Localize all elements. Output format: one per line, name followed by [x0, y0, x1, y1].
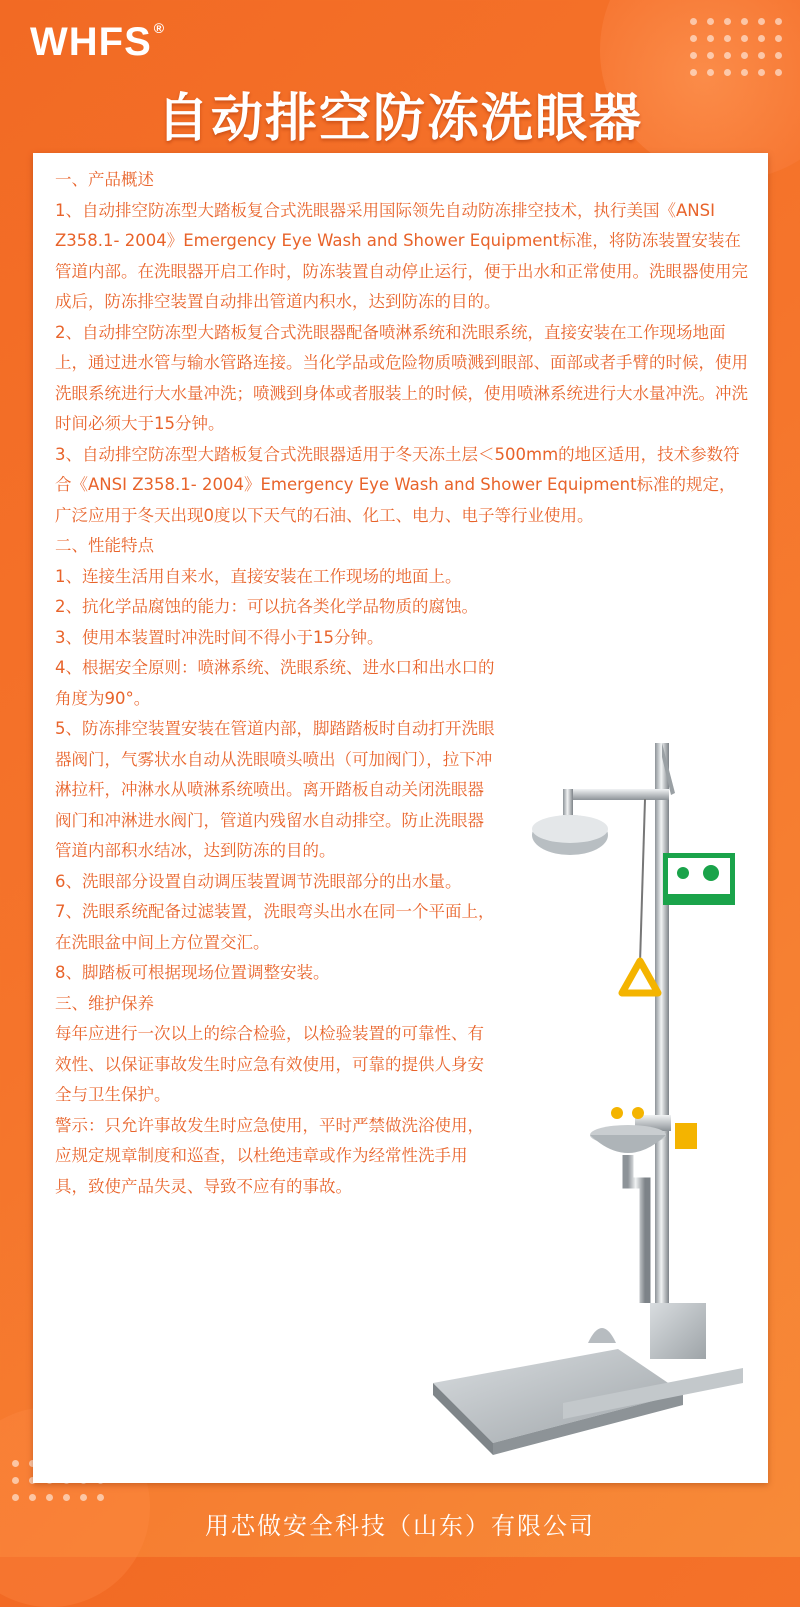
section-heading: 一、产品概述 — [55, 170, 154, 189]
safety-sign-icon — [663, 853, 735, 905]
paragraph: 每年应进行一次以上的综合检验，以检验装置的可靠性、有效性、以保证事故发生时应急有效使用，可靠的提供人身安全与卫生保护。 — [55, 1024, 484, 1104]
brand-name: WHFS — [30, 20, 152, 64]
list-item: 4、根据安全原则：喷淋系统、洗眼系统、进水口和出水口的角度为90°。 — [55, 658, 495, 708]
list-item: 7、洗眼系统配备过滤装置，洗眼弯头出水在同一个平面上，在洗眼盆中间上方位置交汇。 — [55, 902, 495, 952]
list-item: 2、抗化学品腐蚀的能力：可以抗各类化学品物质的腐蚀。 — [55, 597, 478, 616]
list-item: 6、洗眼部分设置自动调压装置调节洗眼部分的出水量。 — [55, 871, 462, 891]
content-panel — [33, 153, 768, 1483]
list-item: 3、使用本装置时冲洗时间不得小于15分钟。 — [55, 627, 384, 647]
paragraph: 3、自动排空防冻型大踏板复合式洗眼器适用于冬天冻土层＜500mm的地区适用，技术参数符合《ANSI Z358.1- 2004》Emergency Eye Wash and Shower Equipment标准的规定，广泛应用于冬天出现0度以下天气的石油、化工、电力、电子等行业使用。 — [55, 444, 740, 525]
registered-mark: ® — [153, 20, 166, 36]
section-heading: 三、维护保养 — [55, 993, 154, 1013]
eyewash-shower-station-image — [413, 743, 753, 1473]
brand-logo — [30, 20, 165, 65]
paragraph: 2、自动排空防冻型大踏板复合式洗眼器配备喷淋系统和洗眼系统，直接安装在工作现场地面上，通过进水管与输水管路连接。当化学品或危险物质喷溅到眼部、面部或者手臂的时候，使用洗眼系统进行大水量冲洗；喷溅到身体或者服装上的时候，使用喷淋系统进行大水量冲洗。冲洗时间必须大于15分钟。 — [55, 322, 748, 433]
section-heading: 二、性能特点 — [55, 536, 154, 555]
list-item: 5、防冻排空装置安装在管道内部，脚踏踏板时自动打开洗眼器阀门，气雾状水自动从洗眼喷头喷出（可加阀门），拉下冲淋拉杆，冲淋水从喷淋系统喷出。离开踏板自动关闭洗眼器阀门和冲淋进水阀门，管道内残留水自动排空。防止洗眼器管道内部积水结冰，达到防冻的目的。 — [55, 719, 495, 860]
decorative-dots — [690, 18, 782, 76]
paragraph: 1、自动排空防冻型大踏板复合式洗眼器采用国际领先自动防冻排空技术，执行美国《ANSI Z358.1- 2004》Emergency Eye Wash and Shower Equipment标准，将防冻装置安装在管道内部。在洗眼器开启工作时，防冻装置自动停止运行，便于出水和正常使用。洗眼器使用完成后，防冻排空装置自动排出管道内积水，达到防冻的目的。 — [55, 200, 748, 311]
footer-company: 用芯做安全科技（山东）有限公司 — [205, 1512, 595, 1540]
page-title: 自动排空防冻洗眼器 — [156, 89, 643, 149]
list-item: 1、连接生活用自来水，直接安装在工作现场的地面上。 — [55, 566, 462, 586]
list-item: 8、脚踏板可根据现场位置调整安装。 — [55, 963, 330, 982]
paragraph: 警示：只允许事故发生时应急使用，平时严禁做洗浴使用，应规定规章制度和巡查，以杜绝违章或作为经常性洗手用具，致使产品失灵、导致不应有的事故。 — [55, 1115, 484, 1196]
